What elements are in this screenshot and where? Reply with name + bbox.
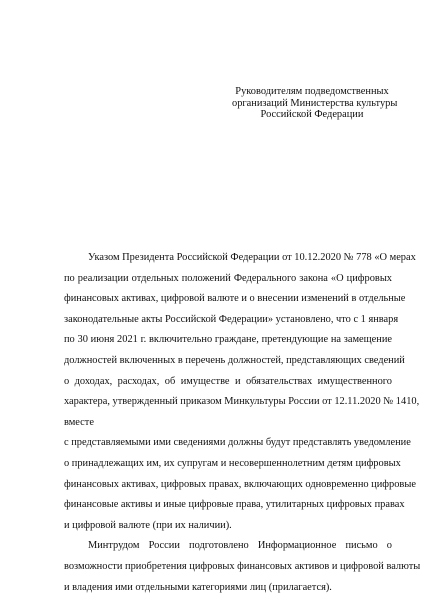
addressee-line: Российской Федерации <box>260 109 364 120</box>
paragraph-line: с представляемыми ими сведениями должны будут представлять уведомление <box>64 437 411 449</box>
addressee-line: организаций Министерства культуры <box>232 97 398 109</box>
paragraph-line: финансовых активах, цифровых правах, включающих одновременно цифровые <box>64 478 416 490</box>
paragraph-line: по 30 июня 2021 г. включительно граждане, претендующие на замещение <box>64 334 392 346</box>
paragraph-line: вместе <box>64 416 94 428</box>
paragraph-line: финансовых активах, цифровой валюте и о внесении изменений в отдельные <box>64 293 406 305</box>
paragraph-line: и владения ими отдельными категориями лиц (прилагается). <box>64 581 332 593</box>
paragraph-line: должностей включенных в перечень должностей, представляющих сведений <box>64 354 405 366</box>
paragraph-line: и цифровой валюте (при их наличии). <box>64 519 232 531</box>
paragraph-line: Указом Президента Российской Федерации от 10.12.2020 № 778 «О мерах <box>88 252 416 263</box>
paragraph-line: Минтрудом России подготовлено Информационное письмо о <box>88 540 392 552</box>
paragraph-line: характера, утвержденный приказом Минкультуры России от 12.11.2020 № 1410, <box>64 396 420 408</box>
paragraph-line: по реализации отдельных положений Федерального закона «О цифровых <box>64 272 392 284</box>
paragraph-line: возможности приобретения цифровых финансовых активов и цифровой валюты <box>64 560 421 572</box>
paragraph-line: о доходах, расходах, об имуществе и обязательствах имущественного <box>64 375 392 387</box>
addressee-line: Руководителям подведомственных <box>235 86 389 97</box>
letter-body <box>64 248 421 598</box>
paragraph-line: законодательные акты Российской Федерации» установлено, что с 1 января <box>64 313 399 325</box>
paragraph-line: о принадлежащих им, их супругам и несовершеннолетним детям цифровых <box>64 457 401 469</box>
addressee-block <box>232 86 398 121</box>
paragraph-line: финансовые активы и иные цифровые права, утилитарных цифровых правах <box>64 499 405 511</box>
